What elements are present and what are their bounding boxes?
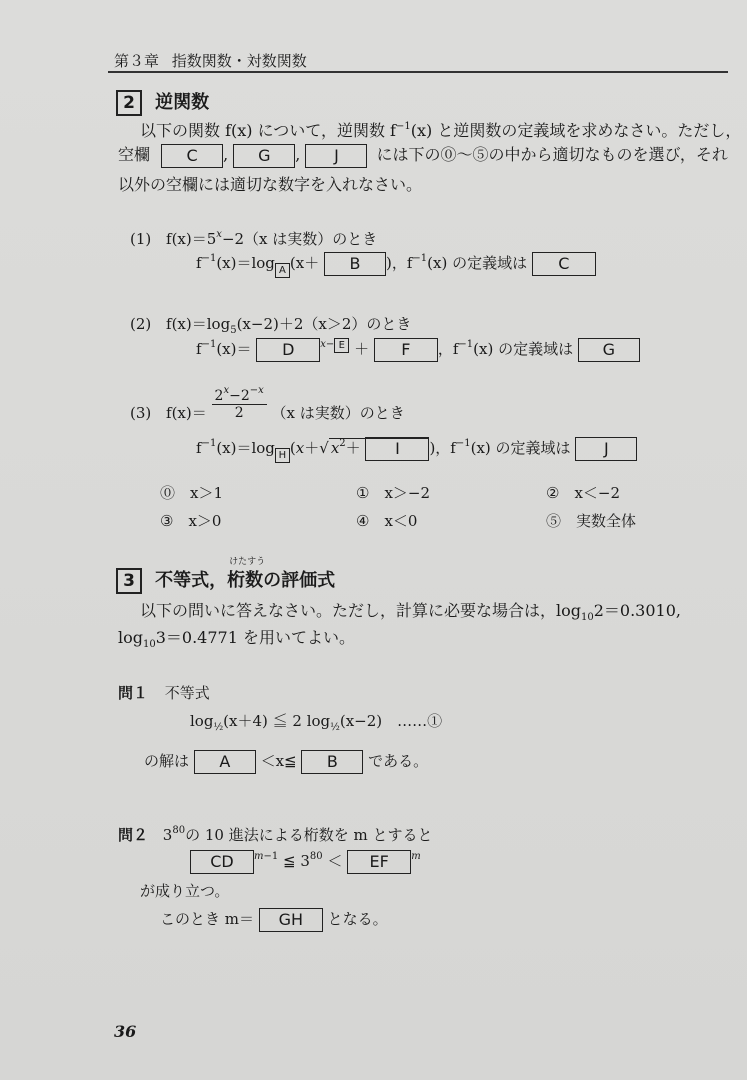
section-3-heading <box>116 557 336 594</box>
answer-box-j[interactable]: J <box>305 144 367 168</box>
formula-text: (x)＝log <box>216 254 275 272</box>
frac-text: 2 <box>234 405 244 421</box>
formula-text: ≦ 3 <box>283 852 310 870</box>
chapter-label: 第３章 <box>114 52 160 70</box>
formula-text: (x−2)＋2（x＞2）のとき <box>236 315 412 333</box>
frac-text: −2 <box>229 388 250 404</box>
section-title: 逆関数 <box>155 92 210 113</box>
section-number-badge: 2 <box>116 90 142 116</box>
formula-text: (x−2) ……① <box>339 712 443 730</box>
answer-box-ef[interactable]: EF <box>347 850 411 874</box>
answer-box-i[interactable]: I <box>365 437 429 461</box>
formula-text: (x) の定義域は <box>470 439 571 457</box>
section-title-a: 不等式， <box>155 570 228 591</box>
header-rule <box>108 71 728 73</box>
formula-text: f(x)＝5 <box>166 230 217 248</box>
intro-line-1: 以下の関数 f(x) について，逆関数 $f^{-1}(x)$ と逆関数の定義域を求めなさい。ただし， <box>140 121 742 140</box>
intro-text: 以下の関数 f(x) について，逆関数 f <box>140 121 396 140</box>
answer-box-a-small[interactable]: A <box>275 263 290 278</box>
question-text: の 10 進法による桁数を m とすると <box>185 826 433 844</box>
question-1-answer <box>144 750 428 774</box>
intro-line-3: 以外の空欄には適切な数字を入れなさい。 <box>118 175 423 194</box>
chapter-title: 指数関数・対数関数 <box>171 52 307 70</box>
question-2-inequality: CD $^{m-1}$ ≦ $3^{80}$ ＜ EF $^m$ <box>190 850 421 874</box>
answer-box-c-2[interactable]: C <box>532 252 596 276</box>
section-title-b: 桁数 <box>227 570 264 591</box>
formula-text: (x) の定義域は <box>473 340 574 358</box>
formula-text: f(x)＝log <box>166 315 231 333</box>
formula-text: −2（x は実数）のとき <box>221 230 378 248</box>
intro-text: 以下の問いに答えなさい。ただし，計算に必要な場合は，log <box>140 601 581 620</box>
intro-line-2: 空欄 C , G , J には下の⓪～⑤の中から適切なものを選び，それ <box>118 142 728 168</box>
problem-2-line-1: (2) $f(x)=\log_5(x-2)+2(x>2)$のとき <box>130 315 412 336</box>
question-label: 問１ <box>118 684 149 702</box>
answer-box-cd[interactable]: CD <box>190 850 254 874</box>
formula-text: (x) の定義域は <box>427 254 528 272</box>
answer-box-gh[interactable]: GH <box>259 908 323 932</box>
question-2-line-4 <box>160 908 388 932</box>
choice-4: ④ x＜0 <box>356 512 418 530</box>
question-text: 3 <box>162 826 173 844</box>
answer-text: このとき m＝ <box>160 910 254 928</box>
choice-3: ③ x＞0 <box>160 512 222 530</box>
problem-1-line-2: $f^{-1}(x)=\log$ A (x＋ B )，$f^{-1}(x)$ の定義域は C <box>196 252 596 278</box>
answer-box-e-small[interactable]: E <box>334 338 349 353</box>
section-2-heading <box>116 88 209 116</box>
formula-text: ，f <box>437 340 459 358</box>
answer-text: ＜x≦ <box>260 752 297 770</box>
formula-text: (x＋ <box>289 254 320 272</box>
intro-text: 3＝0.4771 を用いてよい。 <box>155 628 355 647</box>
answer-text: の解は <box>144 752 190 770</box>
question-2-header: 問２ $3^{80}$の 10 進法による桁数を m とすると <box>118 825 433 844</box>
problem-3-line-2: $f^{-1}(x)=\log$ H (x＋√ $x^2+ I$ )，$f^{-1}(x)$ の定義域は J <box>196 437 637 463</box>
formula-text: log <box>190 712 214 730</box>
intro-text: 空欄 <box>118 145 151 164</box>
sec3-intro-line-1: 以下の問いに答えなさい。ただし，計算に必要な場合は，$\log_{10}2=0.3010$, <box>140 601 681 623</box>
answer-box-b[interactable]: B <box>301 750 363 774</box>
answer-box-h-small[interactable]: H <box>275 448 290 463</box>
ruby-group <box>227 557 266 592</box>
formula-text: f <box>196 439 202 457</box>
problem-number: (2) <box>130 315 152 333</box>
formula-text: f <box>196 254 202 272</box>
formula-text: f <box>196 340 202 358</box>
answer-text: となる。 <box>327 910 388 928</box>
question-label: 問２ <box>118 826 149 844</box>
question-text: 不等式 <box>164 684 210 702</box>
question-1-header <box>118 682 210 703</box>
page-number: 36 <box>114 1022 137 1041</box>
question-2-line-3: が成り立つ。 <box>140 882 230 900</box>
section-number-badge: 3 <box>116 568 142 594</box>
question-1-formula: $\log_{\frac{1}{2}}(x+4)$ ≦ 2 $\log_{\frac{1}{2}}(x-2)$ ……① <box>190 712 443 733</box>
frac-text: 2 <box>214 388 224 404</box>
answer-box-d[interactable]: D <box>256 338 320 362</box>
choice-0: ⓪ x＞1 <box>160 484 224 502</box>
formula-text: (x)＝ <box>216 340 252 358</box>
intro-text: 2＝0.3010, <box>593 601 681 620</box>
section-title-c: の評価式 <box>263 570 336 591</box>
answer-box-j-2[interactable]: J <box>575 437 637 461</box>
answer-box-g-2[interactable]: G <box>578 338 640 362</box>
choice-1: ① x＞−2 <box>356 484 431 502</box>
problem-number: (1) <box>130 230 152 248</box>
answer-box-g[interactable]: G <box>233 144 295 168</box>
formula-text: )，f <box>386 254 413 272</box>
choice-2: ② x＜−2 <box>546 484 621 502</box>
answer-text: である。 <box>368 752 429 770</box>
formula-text: (x＋4) ≦ 2 log <box>223 712 331 730</box>
answer-box-f[interactable]: F <box>374 338 438 362</box>
sec3-intro-line-2: $\log_{10}3=0.4771$ を用いてよい。 <box>118 628 355 650</box>
answer-box-c[interactable]: C <box>161 144 223 168</box>
problem-1-line-1: (1) $f(x)=5^x-2(x$ は実数）のとき <box>130 229 378 248</box>
formula-text: (x)＝log <box>216 439 275 457</box>
problem-3-line-1 <box>130 385 405 421</box>
choice-5: ⑤ 実数全体 <box>546 512 637 530</box>
fraction: $\frac{2^x-2^{-x}}{2}$ <box>212 385 267 421</box>
formula-text: f(x)＝ <box>166 404 207 422</box>
formula-text: （x は実数）のとき <box>271 404 405 422</box>
intro-text: (x) と逆関数の定義域を求めなさい。ただし， <box>410 121 742 140</box>
intro-text: には下の⓪～⑤の中から適切なものを選び，それ <box>376 145 728 164</box>
problem-number: (3) <box>130 404 152 422</box>
ruby-text: けたすう <box>229 557 266 567</box>
answer-box-b[interactable]: B <box>324 252 386 276</box>
answer-box-a[interactable]: A <box>194 750 256 774</box>
problem-2-line-2: $f^{-1}(x)= D$ $^{x-}$ E ＋ F ，$f^{-1}(x)$ の定義域は G <box>196 338 640 362</box>
chapter-header <box>114 50 307 71</box>
